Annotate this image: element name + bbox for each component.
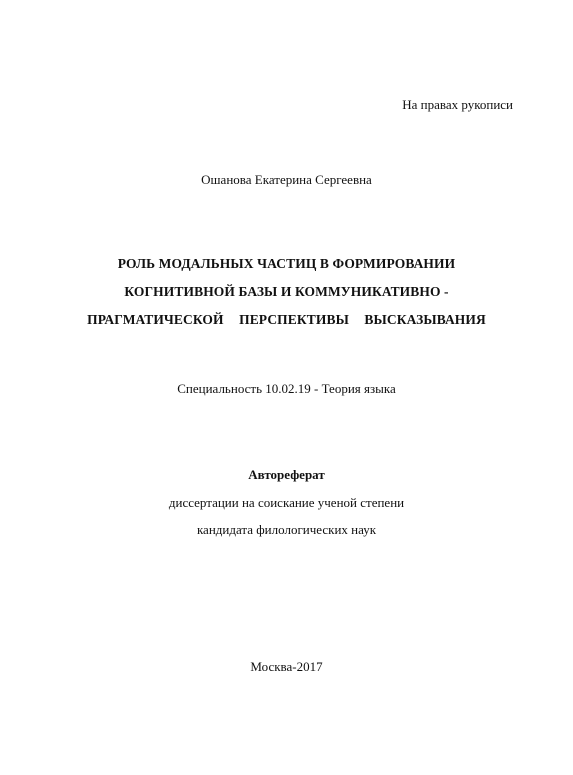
place-year: Москва-2017 — [250, 659, 323, 674]
title-line-3: ПРАГМАТИЧЕСКОЙ ПЕРСПЕКТИВЫ ВЫСКАЗЫВАНИЯ — [87, 312, 486, 327]
title-line-2: КОГНИТИВНОЙ БАЗЫ И КОММУНИКАТИВНО - — [124, 284, 449, 299]
author-name: Ошанова Екатерина Сергеевна — [201, 172, 372, 187]
abstract-heading: Автореферат — [248, 467, 325, 482]
abstract-line-1: диссертации на соискание ученой степени — [168, 495, 405, 510]
specialty-line: Специальность 10.02.19 - Теория языка — [177, 381, 396, 396]
title-line-1: РОЛЬ МОДАЛЬНЫХ ЧАСТИЦ В ФОРМИРОВАНИИ — [117, 256, 456, 271]
rights-notice: На правах рукописи — [402, 97, 513, 112]
abstract-line-2: кандидата филологических наук — [196, 522, 377, 537]
